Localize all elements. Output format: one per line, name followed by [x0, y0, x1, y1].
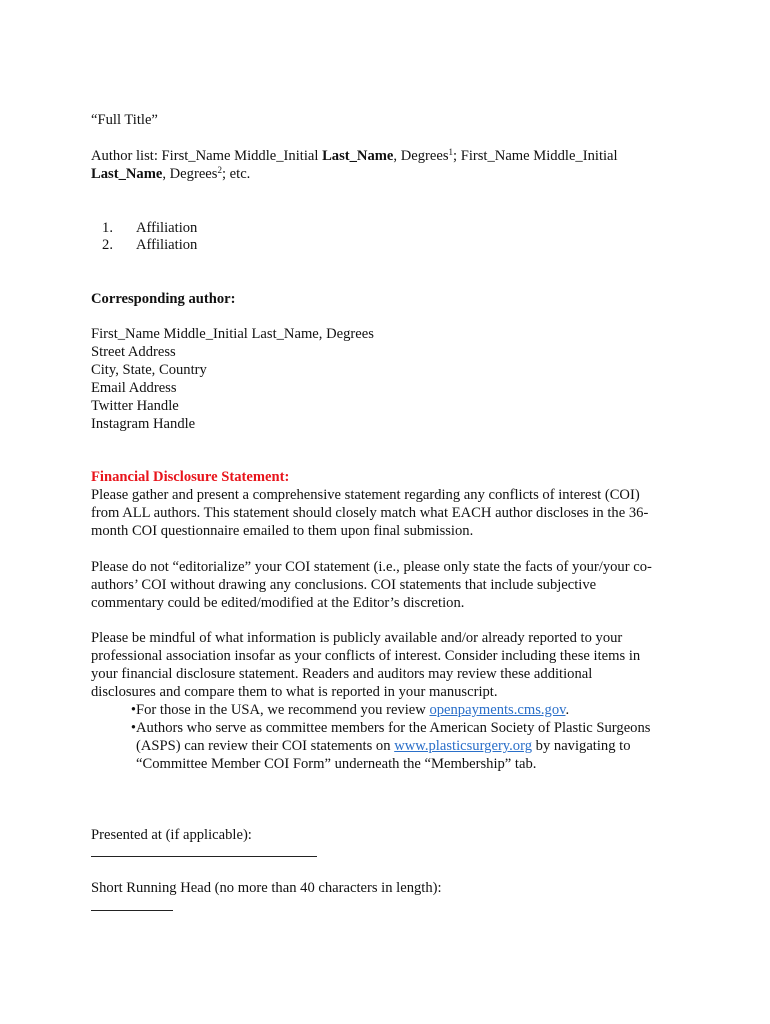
affiliation-label: Affiliation: [136, 237, 198, 253]
bullet-2-line-1: Authors who serve as committee members for the American Society of Plastic Surgeons: [136, 720, 651, 736]
disclosure-paragraph-3-line: professional association insofar as your conflicts of interest. Consider including these items in: [91, 648, 641, 664]
author-list-etc: ; etc.: [221, 166, 251, 182]
bullet-2-line-2-suffix: by navigating to: [532, 738, 631, 754]
disclosure-paragraph-1-line: Please gather and present a comprehensive statement regarding any conflicts of interest (COI): [91, 487, 640, 503]
affiliation-number: 2.: [102, 237, 113, 253]
author-last-name-2: Last_Name: [91, 166, 163, 182]
bullet-2-line-2-prefix: (ASPS) can review their COI statements on: [136, 738, 395, 754]
presented-at-blank-line[interactable]: [91, 856, 317, 857]
author-list-line-2: [91, 165, 250, 183]
author-superscript-2: 2: [217, 165, 222, 175]
disclosure-paragraph-1-line: month COI questionnaire emailed to them upon final submission.: [91, 523, 474, 539]
corresponding-twitter: Twitter Handle: [91, 398, 179, 414]
corresponding-name: First_Name Middle_Initial Last_Name, Degrees: [91, 326, 374, 342]
bullet-icon: •: [130, 720, 136, 736]
bullet-item-openpayments: [91, 701, 570, 719]
author-list-prefix: Author list: First_Name Middle_Initial: [91, 148, 323, 164]
bullet-text: [136, 701, 569, 719]
author-last-name-1: Last_Name: [322, 148, 394, 164]
bullet-1-suffix: .: [565, 702, 570, 718]
disclosure-paragraph-2-line: authors’ COI without drawing any conclusions. COI statements that include subjective: [91, 577, 597, 593]
author-degrees-1: , Degrees: [393, 148, 449, 164]
affiliation-label: Affiliation: [136, 220, 198, 236]
disclosure-paragraph-2-line: Please do not “editorialize” your COI statement (i.e., please only state the facts of your/your co-: [91, 559, 652, 575]
presented-at-label: Presented at (if applicable):: [91, 827, 252, 843]
bullet-item-asps: [91, 719, 651, 737]
disclosure-paragraph-3-line: your financial disclosure statement. Readers and auditors may review these additional: [91, 666, 593, 682]
author-list-line-1: [91, 147, 618, 165]
author-superscript-1: 1: [448, 147, 454, 157]
financial-disclosure-heading: Financial Disclosure Statement:: [91, 469, 290, 485]
plasticsurgery-link[interactable]: www.plasticsurgery.org: [394, 738, 532, 754]
disclosure-paragraph-3-line: disclosures and compare them to what is reported in your manuscript.: [91, 684, 498, 700]
disclosure-paragraph-2-line: commentary could be edited/modified at the Editor’s discretion.: [91, 595, 465, 611]
author-degrees-2: , Degrees: [162, 166, 218, 182]
author-list-suffix: ; First_Name Middle_Initial: [453, 148, 618, 164]
running-head-label: Short Running Head (no more than 40 characters in length):: [91, 880, 442, 896]
affiliation-item: [91, 219, 197, 237]
corresponding-instagram: Instagram Handle: [91, 416, 196, 432]
bullet-2-line-3: “Committee Member COI Form” underneath the “Membership” tab.: [136, 756, 537, 772]
running-head-blank-line[interactable]: [91, 910, 173, 911]
corresponding-city: City, State, Country: [91, 362, 207, 378]
corresponding-email: Email Address: [91, 380, 177, 396]
bullet-2-line-2: [136, 737, 631, 755]
bullet-icon: •: [130, 702, 136, 718]
affiliation-item: [91, 236, 197, 254]
affiliation-number: 1.: [102, 220, 113, 236]
bullet-1-prefix: For those in the USA, we recommend you review: [136, 702, 430, 718]
openpayments-link[interactable]: openpayments.cms.gov: [429, 702, 566, 718]
corresponding-author-heading: Corresponding author:: [91, 291, 236, 307]
disclosure-paragraph-3-line: Please be mindful of what information is publicly available and/or already reported to your: [91, 630, 623, 646]
full-title: “Full Title”: [91, 112, 158, 128]
corresponding-street: Street Address: [91, 344, 176, 360]
disclosure-paragraph-1-line: from ALL authors. This statement should closely match what EACH author discloses in the 36-: [91, 505, 649, 521]
